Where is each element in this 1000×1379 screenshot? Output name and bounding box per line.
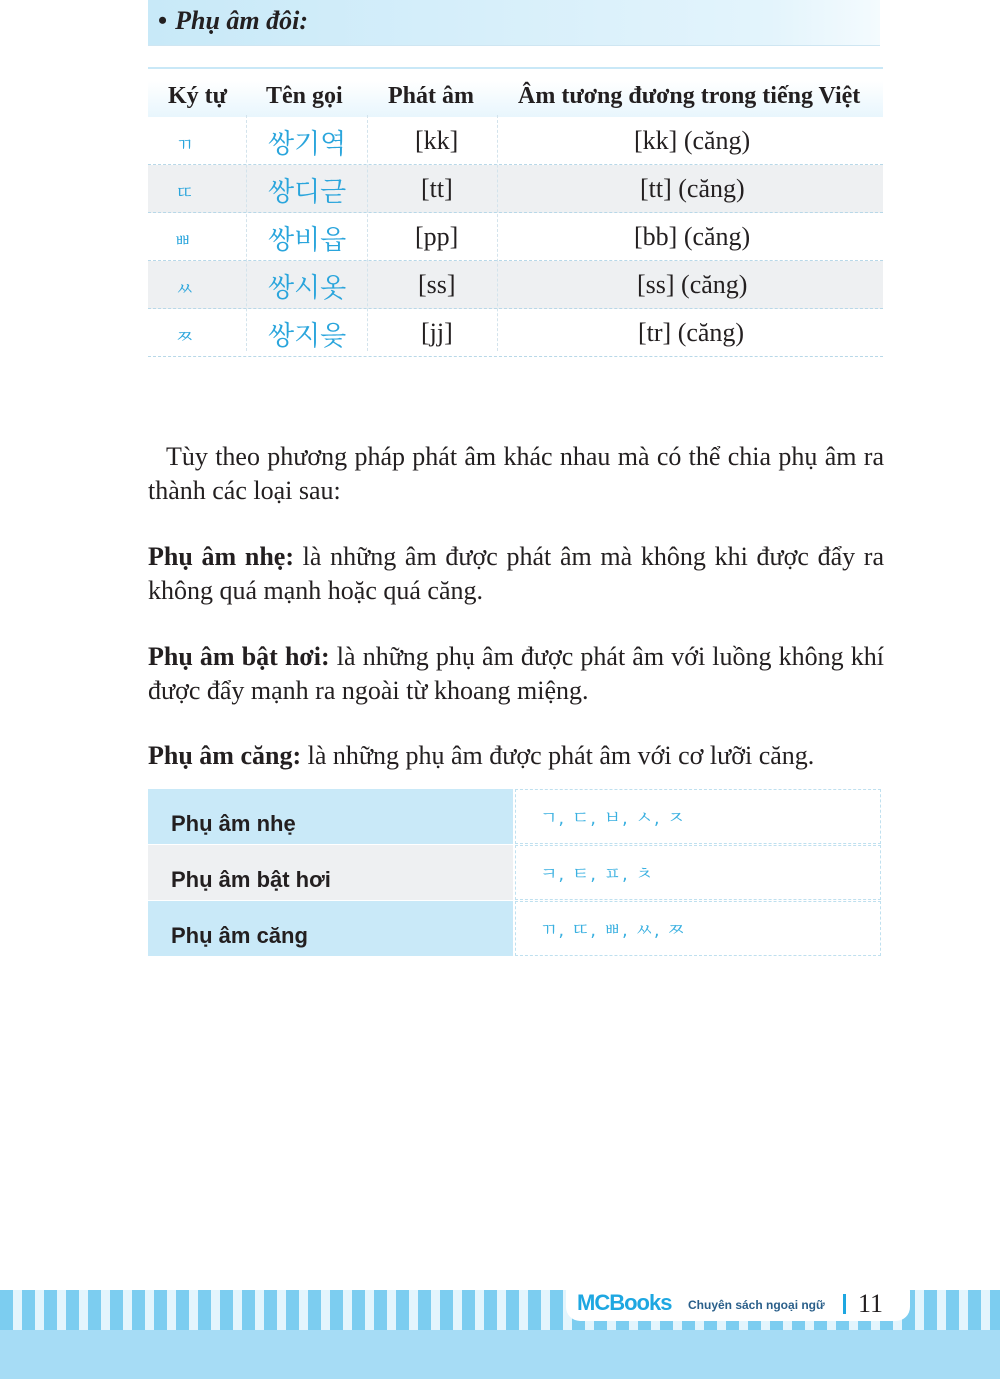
table-row (148, 789, 881, 845)
bullet-icon: • (158, 6, 168, 35)
row-char: ㅃ (174, 231, 192, 252)
definition-light (148, 540, 884, 608)
definition-aspirated (148, 640, 884, 708)
row-name: 쌍시옷 (268, 273, 347, 304)
class-value: ㄲ, ㄸ, ㅃ, ㅆ, ㅉ (515, 901, 881, 956)
table-row (148, 901, 881, 957)
table-row (148, 845, 881, 901)
classification-table (148, 789, 881, 957)
footer-stripes-base (0, 1330, 1000, 1379)
table-row (148, 309, 883, 357)
table-row (148, 165, 883, 213)
row-char: ㄸ (176, 183, 194, 204)
header-vietnamese-equivalent: Âm tương đương trong tiếng Việt (518, 83, 861, 109)
definition-light-text: là những âm được phát âm mà không khi được đẩy ra không quá mạnh hoặc quá căng. (148, 542, 885, 605)
column-divider (246, 115, 247, 351)
row-name: 쌍비읍 (268, 225, 347, 256)
row-char: ㅉ (176, 327, 194, 348)
row-sound: [pp] (415, 222, 459, 251)
row-equivalent: [tt] (căng) (640, 174, 745, 203)
class-label: Phụ âm bật hơi (148, 845, 513, 900)
row-equivalent: [bb] (căng) (634, 222, 751, 251)
column-divider (497, 115, 498, 351)
class-value: ㅋ, ㅌ, ㅍ, ㅊ (515, 845, 881, 900)
header-pronunciation: Phát âm (388, 83, 474, 109)
row-equivalent: [tr] (căng) (638, 318, 745, 347)
row-sound: [jj] (421, 318, 453, 347)
class-value: ㄱ, ㄷ, ㅂ, ㅅ, ㅈ (515, 789, 881, 844)
term-aspirated: Phụ âm bật hơi: (148, 642, 330, 671)
table-header (148, 67, 883, 117)
table-row (148, 213, 883, 261)
section-heading (158, 6, 308, 36)
table-row (148, 261, 883, 309)
term-light: Phụ âm nhẹ: (148, 542, 294, 571)
header-character: Ký tự (168, 83, 228, 109)
row-sound: [kk] (415, 126, 459, 155)
row-sound: [ss] (418, 270, 456, 299)
class-label: Phụ âm căng (148, 901, 513, 956)
row-char: ㄲ (176, 135, 194, 156)
class-label: Phụ âm nhẹ (148, 789, 513, 844)
brand-tagline: Chuyên sách ngoại ngữ (688, 1298, 825, 1312)
term-tense: Phụ âm căng: (148, 741, 302, 770)
definition-tense-text: là những phụ âm được phát âm với cơ lưỡi căng. (301, 741, 815, 770)
row-sound: [tt] (421, 174, 453, 203)
row-equivalent: [ss] (căng) (637, 270, 748, 299)
header-name: Tên gọi (266, 83, 343, 109)
column-divider (367, 115, 368, 351)
row-char: ㅆ (176, 279, 194, 300)
double-consonant-table (148, 67, 883, 357)
intro-paragraph: Tùy theo phương pháp phát âm khác nhau mà có thể chia phụ âm ra thành các loại sau: (148, 442, 884, 505)
page-number: 11 (858, 1289, 884, 1318)
definition-aspirated-text: là những phụ âm được phát âm với luồng không khí được đẩy mạnh ra ngoài từ khoang miệng. (148, 642, 884, 705)
table-row (148, 117, 883, 165)
section-title: Phụ âm đôi: (175, 6, 309, 35)
brand-logo: MCBooks (577, 1290, 672, 1315)
definition-tense (148, 739, 884, 773)
section-heading-band (148, 0, 880, 46)
row-name: 쌍지읒 (268, 321, 347, 352)
row-equivalent: [kk] (căng) (634, 126, 751, 155)
row-name: 쌍디귿 (268, 177, 347, 208)
row-name: 쌍기역 (268, 129, 347, 160)
page-number-divider (843, 1294, 846, 1314)
